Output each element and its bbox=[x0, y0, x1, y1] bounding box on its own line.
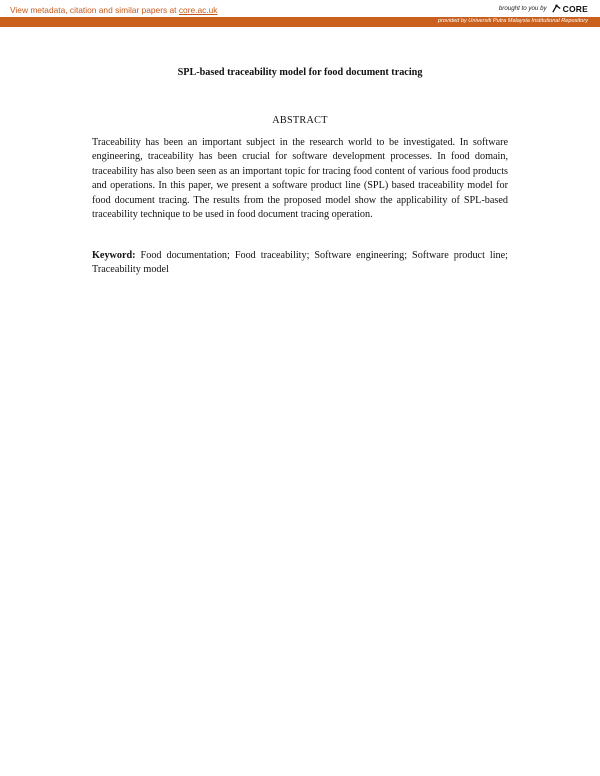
paper-title: SPL-based traceability model for food document tracing bbox=[177, 67, 423, 78]
abstract-heading: ABSTRACT bbox=[272, 115, 328, 126]
core-banner bbox=[0, 0, 600, 27]
provided-by-strip bbox=[0, 17, 600, 27]
abstract-body: Traceability has been an important subject in the research world to be investigated. In software engineering, traceability has been crucial for software development processes. In food domain, traceability has also been seen as an important topic for tracing food content of various food products and operations. In this paper, we present a software product line (SPL) based traceability model for food document tracing. The results from the proposed model show the applicability of SPL-based traceability technique to be used in food document tracing operation. bbox=[92, 137, 508, 221]
keywords-text: Food documentation; Food traceability; Software engineering; Software product line; Traceability model bbox=[92, 250, 508, 276]
keywords-paragraph bbox=[92, 249, 508, 278]
core-metadata-link[interactable] bbox=[10, 5, 217, 15]
keywords-label: Keyword: bbox=[92, 250, 136, 261]
core-logo[interactable] bbox=[551, 3, 588, 14]
core-link-domain[interactable]: core.ac.uk bbox=[178, 5, 218, 15]
core-logo-icon bbox=[551, 3, 562, 14]
provided-by-text[interactable]: provided by Universiti Putra Malaysia Institutional Repository bbox=[437, 18, 588, 24]
core-logo-text: CORE bbox=[562, 3, 588, 14]
brought-text: brought to you by bbox=[498, 5, 547, 12]
brought-to-you-by bbox=[499, 3, 588, 14]
core-link-text: View metadata, citation and similar papers at bbox=[10, 5, 179, 15]
